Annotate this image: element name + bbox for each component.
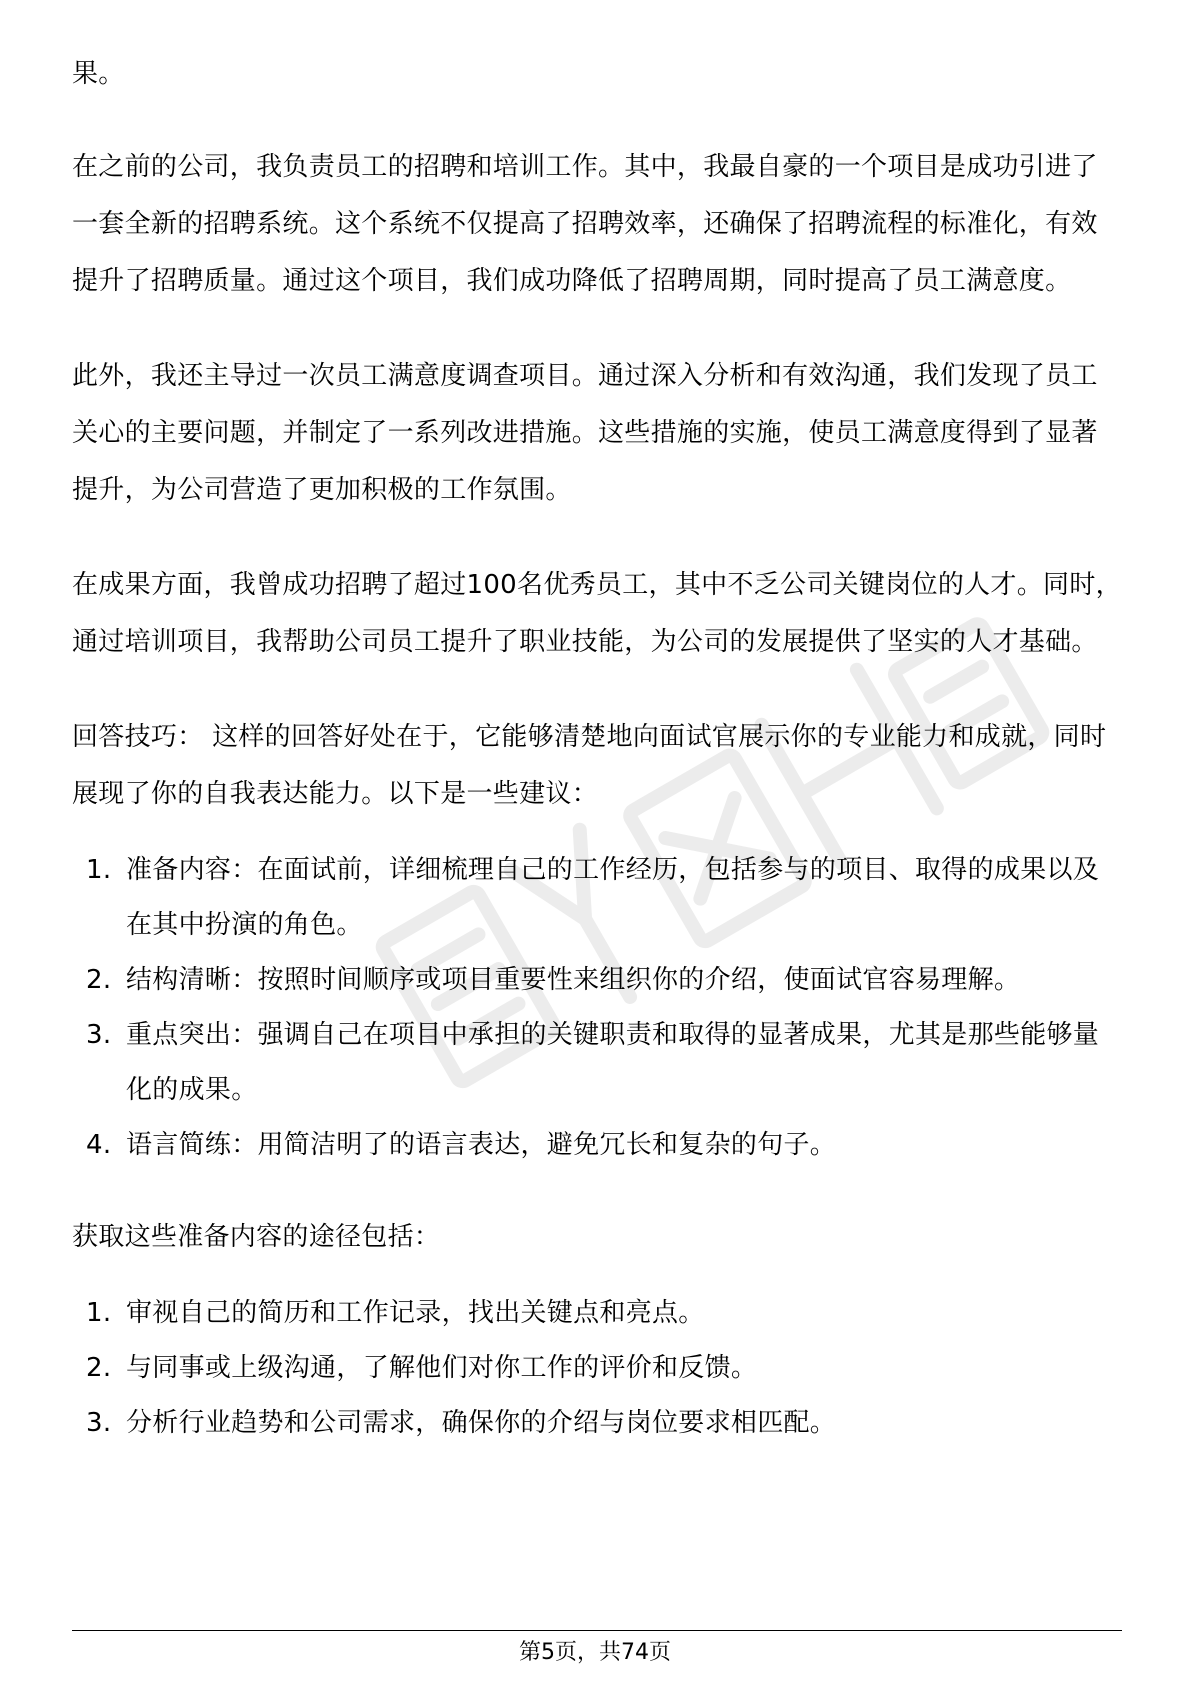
- list-item-text: 审视自己的简历和工作记录，找出关键点和亮点。: [126, 1298, 705, 1328]
- list-item: [72, 1341, 1122, 1396]
- list-number: 2.: [86, 1353, 112, 1383]
- list-number: 1.: [86, 855, 112, 885]
- list-item: [72, 1118, 1122, 1173]
- paragraph-answer-tips: 回答技巧： 这样的回答好处在于，它能够清楚地向面试官展示你的专业能力和成就，同时展现了你的自我表达能力。以下是一些建议：: [72, 722, 1107, 809]
- paragraph-recruitment-system: 在之前的公司，我负责员工的招聘和培训工作。其中，我最自豪的一个项目是成功引进了一套全新的招聘系统。这个系统不仅提高了招聘效率，还确保了招聘流程的标准化，有效提升了招聘质量。通过这个项目，我们成功降低了招聘周期，同时提高了员工满意度。: [72, 152, 1098, 296]
- footer-divider: [72, 1630, 1122, 1631]
- list-number: 2.: [86, 965, 112, 995]
- list-item: [72, 1396, 1122, 1451]
- paragraph-satisfaction-survey: 此外，我还主导过一次员工满意度调查项目。通过深入分析和有效沟通，我们发现了员工关心的主要问题，并制定了一系列改进措施。这些措施的实施，使员工满意度得到了显著提升，为公司营造了更加积极的工作氛围。: [72, 361, 1098, 505]
- paragraph-sources-intro: 获取这些准备内容的途径包括：: [72, 1222, 441, 1252]
- list-item: [72, 1286, 1122, 1341]
- list-number: 3.: [86, 1020, 112, 1050]
- document-body: [72, 46, 1122, 1487]
- list-item: [72, 1008, 1122, 1118]
- list-item-text: 语言简练：用简洁明了的语言表达，避免冗长和复杂的句子。: [126, 1130, 837, 1160]
- tips-list: [72, 843, 1122, 1173]
- list-item: [72, 953, 1122, 1008]
- list-item-text: 重点突出：强调自己在项目中承担的关键职责和取得的显著成果，尤其是那些能够量化的成果。: [126, 1020, 1100, 1105]
- sources-list: [72, 1286, 1122, 1451]
- list-item-text: 分析行业趋势和公司需求，确保你的介绍与岗位要求相匹配。: [126, 1408, 837, 1438]
- list-number: 1.: [86, 1298, 112, 1328]
- list-number: 3.: [86, 1408, 112, 1438]
- list-item-text: 准备内容：在面试前，详细梳理自己的工作经历，包括参与的项目、取得的成果以及在其中扮演的角色。: [126, 855, 1100, 940]
- list-item-text: 与同事或上级沟通，了解他们对你工作的评价和反馈。: [126, 1353, 758, 1383]
- paragraph-continuation: 果。: [72, 59, 125, 89]
- paragraph-achievements: 在成果方面，我曾成功招聘了超过100名优秀员工，其中不乏公司关键岗位的人才。同时，通过培训项目，我帮助公司员工提升了职业技能，为公司的发展提供了坚实的人才基础。: [72, 570, 1122, 657]
- list-number: 4.: [86, 1130, 112, 1160]
- list-item-text: 结构清晰：按照时间顺序或项目重要性来组织你的介绍，使面试官容易理解。: [126, 965, 1021, 995]
- page-number: 第5页，共74页: [519, 1640, 671, 1665]
- list-item: [72, 843, 1122, 953]
